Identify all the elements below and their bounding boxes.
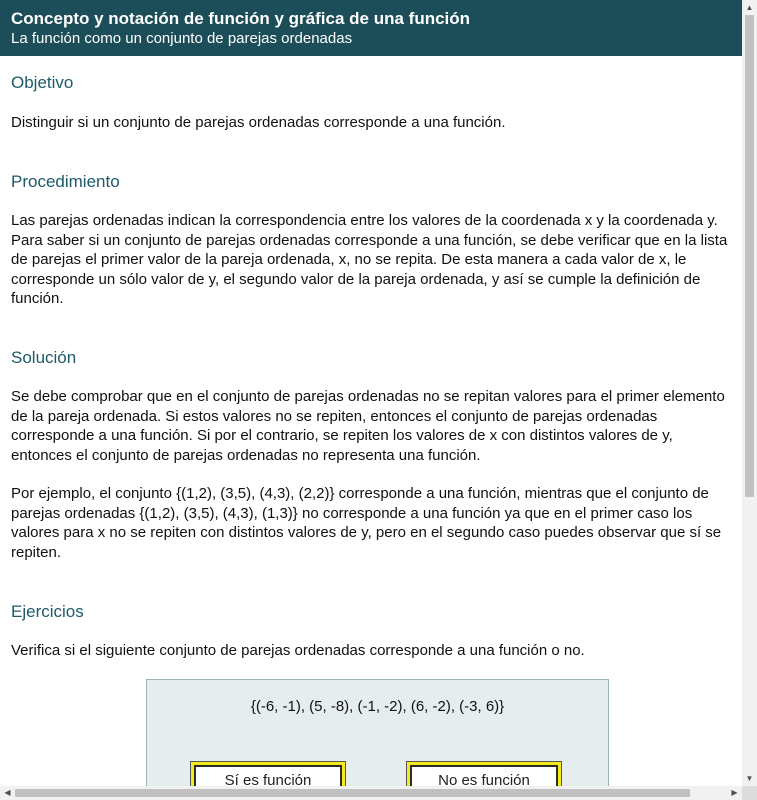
scroll-left-icon[interactable]: ◀ <box>4 788 11 797</box>
no-function-button[interactable]: No es función <box>410 765 558 786</box>
section-title-ejercicios: Ejercicios <box>11 602 84 621</box>
exercise-box <box>146 679 609 786</box>
scroll-right-icon[interactable]: ▶ <box>731 788 738 797</box>
solucion-text-2: Por ejemplo, el conjunto {(1,2), (3,5), (4,3), (2,2)} corresponde a una función, mientras que el conjunto de parejas ordenadas {(1,2), (3,5), (4,3), (1,3)} no corresponde a una función ya que en el primer caso los valores para x no se repiten con distintos valores de y, pero en el segundo caso puedes observar que sí se repiten. <box>11 485 722 561</box>
page-header <box>0 0 742 56</box>
scroll-down-icon[interactable]: ▼ <box>745 774 754 783</box>
scrollbar-corner <box>742 786 757 800</box>
section-title-objetivo: Objetivo <box>11 73 74 92</box>
page-subtitle: La función como un conjunto de parejas ordenadas <box>11 30 353 47</box>
horizontal-scroll-thumb[interactable] <box>15 789 690 797</box>
ordered-pairs-set: {(-6, -1), (5, -8), (-1, -2), (6, -2), (-3, 6)} <box>250 698 505 715</box>
vertical-scroll-thumb[interactable] <box>745 15 754 497</box>
horizontal-scrollbar[interactable] <box>0 786 742 800</box>
section-title-solucion: Solución <box>11 348 77 367</box>
vertical-scrollbar[interactable] <box>742 0 757 786</box>
ejercicios-instruction: Verifica si el siguiente conjunto de parejas ordenadas corresponde a una función o no. <box>11 642 585 659</box>
yes-function-button[interactable]: Sí es función <box>194 765 342 786</box>
objetivo-text: Distinguir si un conjunto de parejas ordenadas corresponde a una función. <box>11 114 506 131</box>
page-title: Concepto y notación de función y gráfica de una función <box>11 9 471 28</box>
main-content <box>0 56 742 786</box>
solucion-text-1: Se debe comprobar que en el conjunto de parejas ordenadas no se repitan valores para el primer elemento de la pareja ordenada. Si estos valores no se repiten, entonces el conjunto de parejas ordenadas corresponde a una función. Si por el contrario, se repiten los valores de x con distintos valores de y, entonces el conjunto de parejas ordenadas no representa una función. <box>11 388 725 464</box>
section-title-procedimiento: Procedimiento <box>11 172 120 191</box>
procedimiento-text: Las parejas ordenadas indican la correspondencia entre los valores de la coordenada x y la coordenada y. Para saber si un conjunto de parejas ordenadas corresponde a una función, se debe verificar que en la lista de parejas el primer valor de la pareja ordenada, x, no se repita. De esta manera a cada valor de x, le corresponde un sólo valor de y, el segundo valor de la pareja ordenada, y así se cumple la definición de función. <box>11 212 728 307</box>
scroll-up-icon[interactable]: ▲ <box>745 3 754 12</box>
